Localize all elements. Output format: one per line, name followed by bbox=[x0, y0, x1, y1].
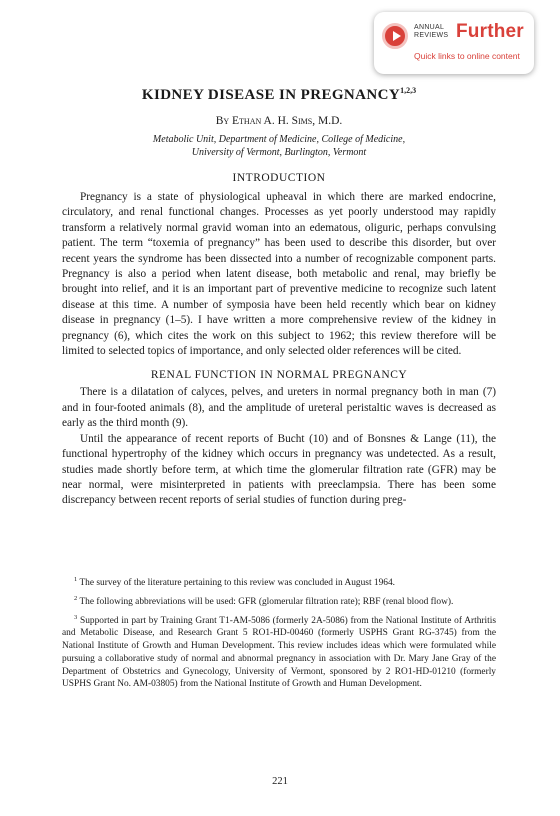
page-number: 221 bbox=[272, 776, 288, 787]
title-text: KIDNEY DISEASE IN PREGNANCY bbox=[141, 87, 401, 103]
section-heading-renal-function: RENAL FUNCTION IN NORMAL PREGNANCY bbox=[150, 369, 408, 382]
affiliation-line-1: Metabolic Unit, Department of Medicine, College of Medicine, bbox=[152, 134, 406, 145]
footnote bbox=[62, 574, 496, 590]
footnote-text: The following abbreviations will be used: GFR (glomerular filtration rate); RBF (renal blood flow). bbox=[79, 596, 454, 607]
footnote-mark: 1 bbox=[74, 576, 78, 583]
paragraph: Pregnancy is a state of physiological upheaval in which there are marked endocrine, circulatory, and renal functional changes. Processes as yet poorly understood may rapidly transform a relatively normal gravid woman into an edematous, oliguric, perhaps convulsing patient. The term “toxemia of pregnancy” has been used to describe this disorder, but over recent years the syndrome has been dissected into a number of recognizable component parts. Pregnancy is also a period when latent disease, both metabolic and renal, may briefly be brought into relief, and it is an important part of preventive medicine to recognize such latent disease at this time. A number of symposia have been held recently which bear on kidney disease in pregnancy (1–5). I have written a more comprehensive review of the kidney in pregnancy (6), which cites the work on this subject to 1962; this review therefore will be limited to selected topics of importance, and only selected older references will be cited. bbox=[62, 191, 496, 358]
section-heading-introduction: INTRODUCTION bbox=[232, 172, 326, 184]
author-degree: , M.D. bbox=[312, 115, 343, 127]
footnote-mark: 3 bbox=[74, 613, 78, 621]
affiliation bbox=[62, 133, 496, 159]
title-footnote-marks: 1,2,3 bbox=[400, 86, 417, 95]
paragraph: Until the appearance of recent reports of Bucht (10) and of Bonsnes & Lange (11), the functional hypertrophy of the kidney which occurs in pregnancy was undetected. As a result, studies made shortly before term, at which time the glomerular filtration rate (GFR) may be near normal, were misinterpreted in patients with preeclampsia. There has been some discrepancy between recent reports of serial studies of function during preg- bbox=[62, 432, 496, 507]
annual-reviews-logo-icon bbox=[382, 23, 408, 49]
badge-quick-links[interactable]: Quick links to online content bbox=[414, 51, 520, 61]
article-body bbox=[62, 86, 496, 509]
further-links-badge[interactable] bbox=[374, 12, 534, 74]
footnotes bbox=[62, 574, 496, 694]
footnote-text: Supported in part by Training Grant T1-AM-5086 (formerly 2A-5086) from the National Institute of Arthritis and Metabolic Disease, and Research Grant 5 RO1-HD-00460 (formerly USPHS Grant RG-3745) from the National Institute of Growth and Human Development. This review includes ideas which were formulated while pursuing a collaborative study of normal and abnormal pregnancy in association with Dr. Mary Jane Gray of the Department of Obstetrics and Gynecology, University of Vermont, sponsored by 2 RO1-HD-01210 (formerly USPHS Grant No. AM-03805) from the National Institute of Growth and Human Development. bbox=[62, 615, 497, 690]
footnote-text: The survey of the literature pertaining to this review was concluded in August 1964. bbox=[79, 578, 395, 589]
badge-reviews: REVIEWS bbox=[414, 32, 449, 39]
footnote-mark: 2 bbox=[74, 594, 78, 602]
footnote bbox=[62, 593, 496, 609]
author-name: By Ethan A. H. Sims bbox=[215, 115, 313, 127]
article-title bbox=[62, 86, 496, 104]
badge-annual-reviews-text bbox=[414, 24, 448, 40]
badge-annual: ANNUAL bbox=[414, 24, 445, 31]
affiliation-line-2: University of Vermont, Burlington, Vermont bbox=[191, 147, 367, 158]
footnote bbox=[62, 612, 496, 691]
author-line bbox=[62, 115, 496, 127]
paragraph: There is a dilatation of calyces, pelves, and ureters in normal pregnancy both in man (7) and in four-footed animals (8), and the amplitude of ureteral peristaltic waves is decreased as early as the third month (9). bbox=[62, 386, 496, 430]
badge-further: Further bbox=[456, 21, 524, 42]
